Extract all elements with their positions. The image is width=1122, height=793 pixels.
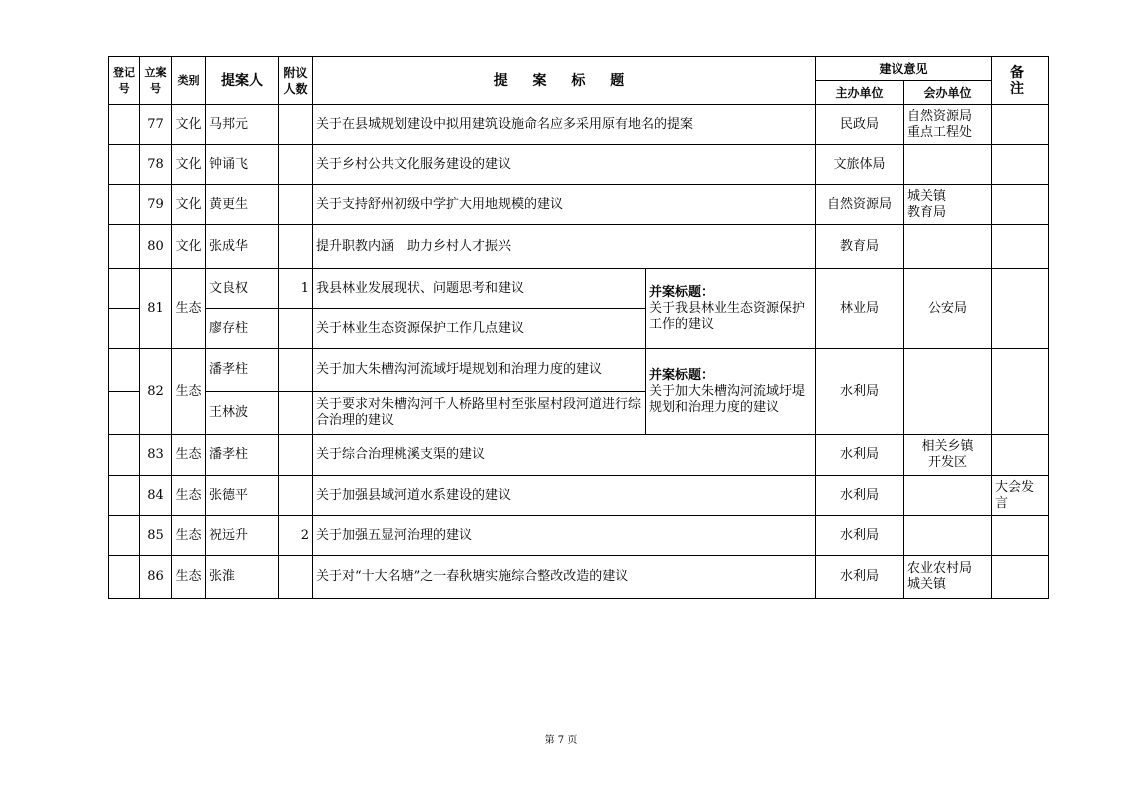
co-unit-line: 重点工程处 xyxy=(907,124,973,140)
remark-cell xyxy=(992,516,1049,556)
proposal-table xyxy=(108,56,1049,599)
remark-cell: 大会发言 xyxy=(992,476,1049,516)
header-proposer: 提案人 xyxy=(206,57,279,105)
remark-cell xyxy=(992,349,1049,435)
extra-count-cell xyxy=(279,556,313,599)
co-unit-line: 城关镇 xyxy=(907,188,947,204)
reg-no-cell xyxy=(109,145,140,185)
case-no-cell: 77 xyxy=(140,105,172,145)
category-cell: 生态 xyxy=(172,556,206,599)
category-cell: 文化 xyxy=(172,225,206,269)
title-cell: 关于在县城规划建设中拟用建筑设施命名应多采用原有地名的提案 xyxy=(313,105,816,145)
header-suggestion: 建议意见 xyxy=(816,57,992,81)
table-row xyxy=(109,145,1049,185)
extra-count-cell xyxy=(279,309,313,349)
proposer-cell: 张淮 xyxy=(206,556,279,599)
remark-cell xyxy=(992,556,1049,599)
co-unit-cell xyxy=(904,476,992,516)
remark-cell xyxy=(992,145,1049,185)
category-cell: 生态 xyxy=(172,516,206,556)
table-row xyxy=(109,435,1049,476)
co-unit-cell xyxy=(904,516,992,556)
case-no-cell: 83 xyxy=(140,435,172,476)
table-row xyxy=(109,269,1049,309)
extra-count-cell xyxy=(279,185,313,225)
merged-title-label: 并案标题： xyxy=(649,367,715,383)
header-category: 类别 xyxy=(172,57,206,105)
title-cell: 提升职教内涵 助力乡村人才振兴 xyxy=(313,225,816,269)
title-cell: 关于对“十大名塘”之一春秋塘实施综合整改改造的建议 xyxy=(313,556,816,599)
title-cell: 关于要求对朱槽沟河千人桥路里村至张屋村段河道进行综合治理的建议 xyxy=(313,392,646,435)
co-unit-cell xyxy=(904,185,992,225)
extra-count-cell: 1 xyxy=(279,269,313,309)
main-unit-cell: 水利局 xyxy=(816,476,904,516)
table-row xyxy=(109,516,1049,556)
proposer-cell: 黄更生 xyxy=(206,185,279,225)
main-unit-cell: 文旅体局 xyxy=(816,145,904,185)
extra-count-cell xyxy=(279,476,313,516)
title-cell: 关于支持舒州初级中学扩大用地规模的建议 xyxy=(313,185,816,225)
reg-no-cell xyxy=(109,476,140,516)
co-unit-line: 相关乡镇 xyxy=(921,439,974,454)
remark-cell xyxy=(992,185,1049,225)
title-cell: 我县林业发展现状、问题思考和建议 xyxy=(313,269,646,309)
category-cell: 生态 xyxy=(172,349,206,435)
header-main-unit: 主办单位 xyxy=(816,81,904,105)
reg-no-cell xyxy=(109,105,140,145)
proposer-cell: 王林波 xyxy=(206,392,279,435)
reg-no-cell xyxy=(109,435,140,476)
main-unit-cell: 水利局 xyxy=(816,556,904,599)
reg-no-cell xyxy=(109,309,140,349)
header-title: 提 案 标 题 xyxy=(313,57,816,105)
co-unit-line: 教育局 xyxy=(907,204,947,220)
page-number: 第 7 页 xyxy=(544,735,578,746)
reg-no-cell xyxy=(109,349,140,392)
co-unit-line: 自然资源局 xyxy=(907,108,973,124)
case-no-cell: 86 xyxy=(140,556,172,599)
proposer-cell: 祝远升 xyxy=(206,516,279,556)
proposer-cell: 钟诵飞 xyxy=(206,145,279,185)
category-cell: 生态 xyxy=(172,269,206,349)
table-row xyxy=(109,556,1049,599)
proposer-cell: 文良权 xyxy=(206,269,279,309)
main-unit-cell: 民政局 xyxy=(816,105,904,145)
reg-no-cell xyxy=(109,269,140,309)
co-unit-cell xyxy=(904,435,992,476)
proposer-cell: 潘孝柱 xyxy=(206,349,279,392)
extra-count-cell: 2 xyxy=(279,516,313,556)
case-no-cell: 85 xyxy=(140,516,172,556)
co-unit-cell xyxy=(904,145,992,185)
category-cell: 生态 xyxy=(172,435,206,476)
proposer-cell: 张成华 xyxy=(206,225,279,269)
co-unit-cell xyxy=(904,349,992,435)
table-row xyxy=(109,225,1049,269)
category-cell: 文化 xyxy=(172,105,206,145)
reg-no-cell xyxy=(109,556,140,599)
title-cell: 关于乡村公共文化服务建设的建议 xyxy=(313,145,816,185)
table-row xyxy=(109,105,1049,145)
co-unit-cell xyxy=(904,105,992,145)
remark-cell xyxy=(992,269,1049,349)
table-row xyxy=(109,185,1049,225)
reg-no-cell xyxy=(109,185,140,225)
main-unit-cell: 林业局 xyxy=(816,269,904,349)
merged-title-text: 关于我县林业生态资源保护工作的建议 xyxy=(649,300,806,332)
remark-cell xyxy=(992,105,1049,145)
remark-cell xyxy=(992,435,1049,476)
co-unit-cell: 公安局 xyxy=(904,269,992,349)
case-no-cell: 82 xyxy=(140,349,172,435)
header-extra-count: 附议人数 xyxy=(279,57,313,105)
table-row xyxy=(109,349,1049,392)
co-unit-line: 城关镇 xyxy=(907,577,947,592)
merged-title-cell xyxy=(646,269,816,349)
extra-count-cell xyxy=(279,225,313,269)
proposer-cell: 马邦元 xyxy=(206,105,279,145)
main-unit-cell: 水利局 xyxy=(816,516,904,556)
case-no-cell: 81 xyxy=(140,269,172,349)
title-cell: 关于林业生态资源保护工作几点建议 xyxy=(313,309,646,349)
title-cell: 关于加强五显河治理的建议 xyxy=(313,516,816,556)
extra-count-cell xyxy=(279,349,313,392)
header-remark: 备 注 xyxy=(992,57,1049,105)
case-no-cell: 78 xyxy=(140,145,172,185)
main-unit-cell: 自然资源局 xyxy=(816,185,904,225)
reg-no-cell xyxy=(109,225,140,269)
extra-count-cell xyxy=(279,105,313,145)
co-unit-line: 开发区 xyxy=(928,455,968,470)
main-unit-cell: 水利局 xyxy=(816,435,904,476)
case-no-cell: 84 xyxy=(140,476,172,516)
main-unit-cell: 教育局 xyxy=(816,225,904,269)
header-case-no: 立案号 xyxy=(140,57,172,105)
category-cell: 生态 xyxy=(172,476,206,516)
merged-title-cell xyxy=(646,349,816,435)
proposer-cell: 潘孝柱 xyxy=(206,435,279,476)
extra-count-cell xyxy=(279,435,313,476)
category-cell: 文化 xyxy=(172,185,206,225)
header-row xyxy=(109,57,1049,81)
title-cell: 关于加大朱槽沟河流域圩堤规划和治理力度的建议 xyxy=(313,349,646,392)
extra-count-cell xyxy=(279,145,313,185)
extra-count-cell xyxy=(279,392,313,435)
title-cell: 关于加强县域河道水系建设的建议 xyxy=(313,476,816,516)
case-no-cell: 79 xyxy=(140,185,172,225)
table-row xyxy=(109,476,1049,516)
merged-title-label: 并案标题： xyxy=(649,284,715,300)
co-unit-line: 农业农村局 xyxy=(907,561,973,576)
title-cell: 关于综合治理桃溪支渠的建议 xyxy=(313,435,816,476)
co-unit-cell xyxy=(904,556,992,599)
proposer-cell: 张德平 xyxy=(206,476,279,516)
reg-no-cell xyxy=(109,516,140,556)
co-unit-cell xyxy=(904,225,992,269)
reg-no-cell xyxy=(109,392,140,435)
header-reg-no: 登记号 xyxy=(109,57,140,105)
main-unit-cell: 水利局 xyxy=(816,349,904,435)
proposer-cell: 廖存柱 xyxy=(206,309,279,349)
merged-title-text: 关于加大朱槽沟河流域圩堤规划和治理力度的建议 xyxy=(649,383,806,415)
header-co-unit: 会办单位 xyxy=(904,81,992,105)
category-cell: 文化 xyxy=(172,145,206,185)
case-no-cell: 80 xyxy=(140,225,172,269)
remark-cell xyxy=(992,225,1049,269)
